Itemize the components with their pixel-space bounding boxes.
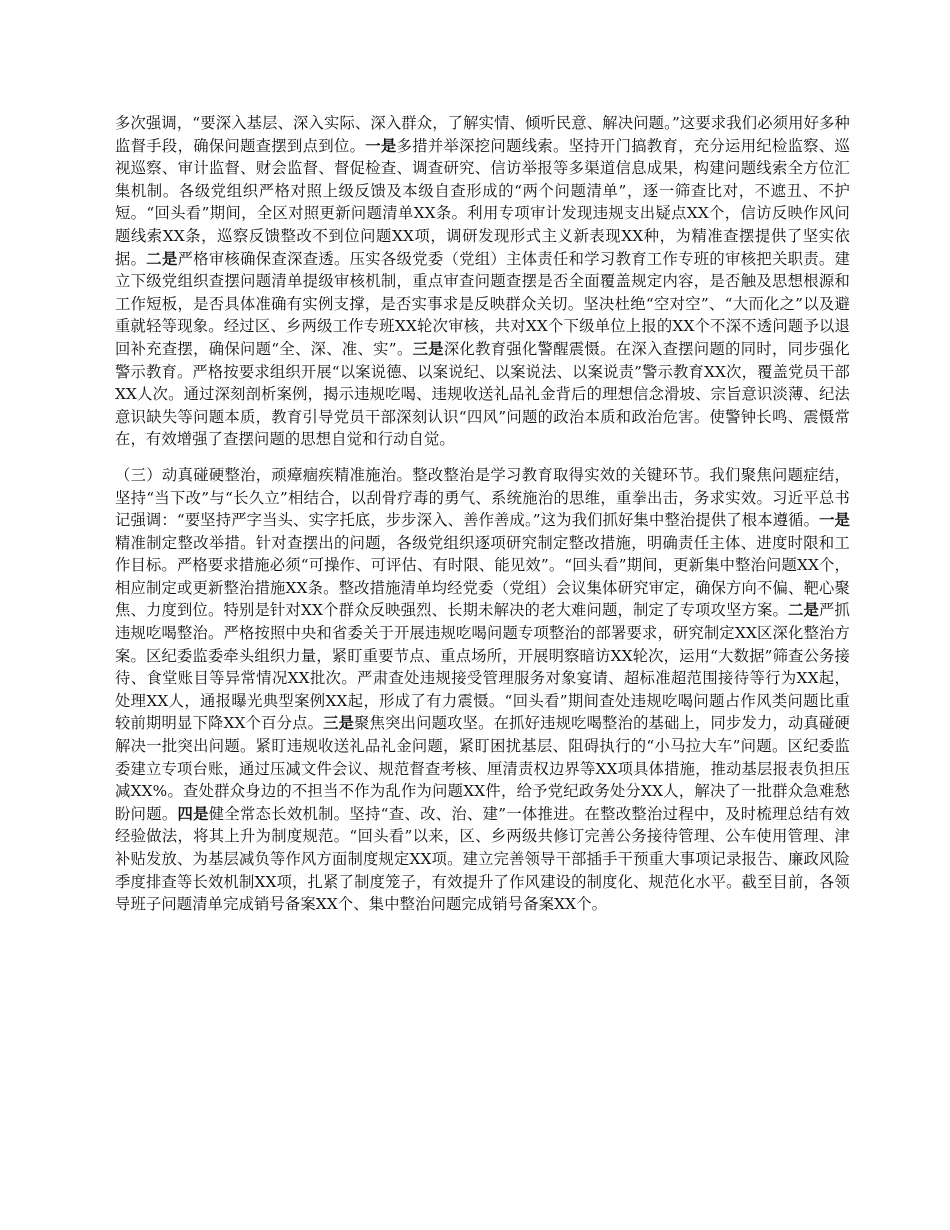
text-segment: 多措并举深挖问题线索。坚持开门搞教育，充分运用纪检监察、巡视巡察、审计监督、财会监督、督促检查、调查研究、信访举报等多渠道信息成果，构建问题线索全方位汇集机制。各级党组织严格对照上级反馈及本级自查形成的“两个问题清单”，逐一筛查比对，不遮丑、不护短。“回头看”期间，全区对照更新问题清单XX条。利用专项审计发现违规支出疑点XX个，信访反映作风问题线索XX条，巡察反馈整改不到位问题XX项，调研发现形式主义新表现XX种，为精准查摆提供了坚实依据。: [115, 136, 850, 268]
emphasis-second: 二是: [146, 249, 178, 268]
emphasis-first: 一是: [365, 136, 397, 155]
emphasis-fourth: 四是: [177, 804, 209, 823]
text-segment: 多次强调，“要深入基层、深入实际、深入群众，了解实情、倾听民意、解决问题。”这要求我们必须用好多种监督手段，确保问题查摆到点到位。: [115, 114, 850, 155]
text-segment: 严格审核确保查深查透。压实各级党委（党组）主体责任和学习教育工作专班的审核把关职责。建立下级党组织查摆问题清单提级审核机制，重点审查问题查摆是否全面覆盖规定内容，是否触及思想根源和工作短板，是否具体准确有实例支撑，是否实事求是反映群众关切。坚决杜绝“空对空”、“大而化之”以及避重就轻等现象。经过区、乡两级工作专班XX轮次审核，共对XX个下级单位上报的XX个不深不透问题予以退回补充查摆，确保问题“全、深、准、实”。: [115, 249, 851, 358]
emphasis-third: 三是: [412, 339, 444, 358]
text-segment: 精准制定整改举措。针对查摆出的问题，各级党组织逐项研究制定整改措施，明确责任主体、进度时限和工作目标。严格要求措施必须“可操作、可评估、有时限、能见效”。“回头看”期间，更新集中整治问题XX个，相应制定或更新整治措施XX条。整改措施清单均经党委（党组）会议集体研究审定，确保方向不偏、靶心聚焦、力度到位。特别是针对XX个群众反映强烈、长期未解决的老大难问题，制定了专项攻坚方案。: [115, 533, 850, 620]
emphasis-second: 二是: [788, 601, 820, 620]
emphasis-third: 三是: [323, 714, 355, 733]
text-segment: 健全常态长效机制。坚持“查、改、治、建”一体推进。在整改整治过程中，及时梳理总结有效经验做法，将其上升为制度规范。“回头看”以来，区、乡两级共修订完善公务接待管理、公车使用管理、津补贴发放、为基层减负等作风方面制度规定XX项。建立完善领导干部插手干预重大事项记录报告、廉政风险季度排查等长效机制XX项，扎紧了制度笼子，有效提升了作风建设的制度化、规范化水平。截至目前，各领导班子问题清单完成销号备案XX个、集中整治问题完成销号备案XX个。: [115, 804, 850, 914]
text-segment: 严抓违规吃喝整治。严格按照中央和省委关于开展违规吃喝问题专项整治的部署要求，研究制定XX区深化整治方案。区纪委监委牵头组织力量，紧盯重要节点、重点场所，开展明察暗访XX轮次，运用“大数据”筛查公务接待、食堂账目等异常情况XX批次。严肃查处违规接受管理服务对象宴请、超标准超范围接待等行为XX起，处理XX人，通报曝光典型案例XX起，形成了有力震慑。“回头看”期间查处违规吃喝问题占作风类问题比重较前期明显下降XX个百分点。: [115, 601, 850, 733]
paragraph-supervision: [115, 112, 850, 451]
text-segment: 聚焦突出问题攻坚。在抓好违规吃喝整治的基础上，同步发力，动真碰硬解决一批突出问题。紧盯违规收送礼品礼金问题，紧盯困扰基层、阻碍执行的“小马拉大车”问题。区纪委监委建立专项台账，通过压减文件会议、规范督查考核、厘清责权边界等XX项具体措施，推动基层报表负担压减XX%。查处群众身边的不担当不作为乱作为问题XX件，给予党纪政务处分XX人，解决了一批群众急难愁盼问题。: [115, 714, 850, 823]
emphasis-first: 一是: [819, 511, 850, 530]
text-segment: （三）动真碰硬整治，顽瘴痼疾精准施治。整改整治是学习教育取得实效的关键环节。我们聚焦问题症结，坚持“当下改”与“长久立”相结合，以刮骨疗毒的勇气、系统施治的思维，重拳出击，务求实效。习近平总书记强调：“要坚持严字当头、实字托底，步步深入、善作善成。”这为我们抓好集中整治提供了根本遵循。: [115, 465, 850, 530]
paragraph-rectification: [115, 464, 850, 916]
text-segment: 深化教育强化警醒震慑。在深入查摆问题的同时，同步强化警示教育。严格按要求组织开展“以案说德、以案说纪、以案说法、以案说责”警示教育XX次，覆盖党员干部XX人次。通过深刻剖析案例，揭示违规吃喝、违规收送礼品礼金背后的理想信念滑坡、宗旨意识淡薄、纪法意识缺失等问题本质，教育引导党员干部深刻认识“四风”问题的政治本质和政治危害。使警钟长鸣、震慑常在，有效增强了查摆问题的思想自觉和行动自觉。: [115, 339, 850, 449]
document-body: [115, 112, 850, 916]
